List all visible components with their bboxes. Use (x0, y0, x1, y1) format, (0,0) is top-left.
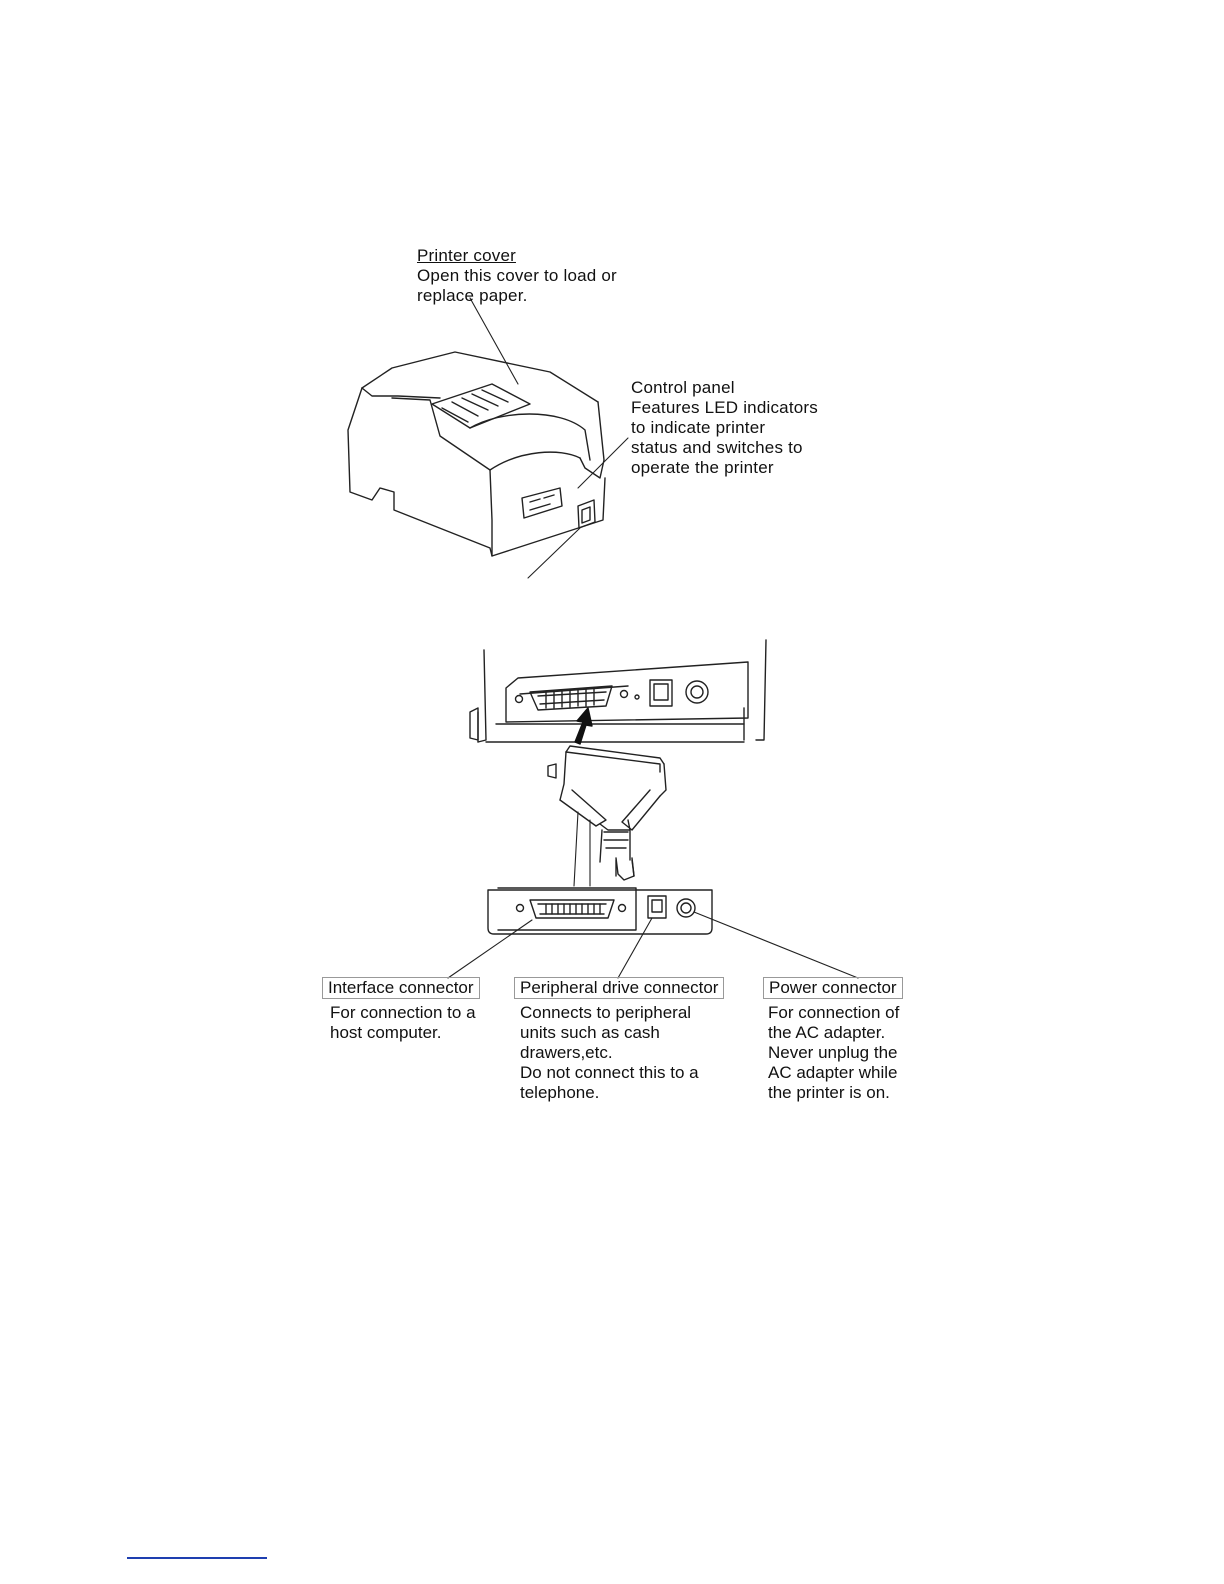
power-connector-description (768, 1003, 899, 1103)
description-line: host computer. (330, 1023, 442, 1042)
control-panel-line: status and switches to (631, 438, 803, 457)
printer-cover-title: Printer cover (417, 246, 516, 265)
description-line: drawers,etc. (520, 1043, 613, 1062)
control-panel-line: operate the printer (631, 458, 774, 477)
description-line: For connection of (768, 1003, 900, 1022)
control-panel-line: Features LED indicators (631, 398, 818, 417)
cable-plug-illustration (548, 746, 666, 886)
rear-panel-illustration (470, 640, 766, 742)
printer-cover-line: replace paper. (417, 286, 528, 305)
description-line: units such as cash (520, 1023, 660, 1042)
interface-connector-description (330, 1003, 476, 1043)
interface-connector-title: Interface connector (322, 977, 480, 999)
control-panel-label (631, 378, 818, 478)
printer-cover-label (417, 246, 617, 306)
description-line: telephone. (520, 1083, 600, 1102)
description-line: AC adapter while (768, 1063, 898, 1082)
printer-cover-line: Open this cover to load or (417, 266, 617, 285)
description-line: Connects to peripheral (520, 1003, 692, 1022)
footnote-rule (127, 1557, 267, 1559)
printer-illustration (348, 298, 628, 578)
insert-arrow-icon (575, 708, 592, 744)
connector-panel-illustration (448, 888, 858, 978)
peripheral-drive-connector-description (520, 1003, 699, 1103)
description-line: the printer is on. (768, 1083, 890, 1102)
description-line: Never unplug the (768, 1043, 898, 1062)
control-panel-line: to indicate printer (631, 418, 766, 437)
power-connector-title: Power connector (763, 977, 903, 999)
control-panel-title: Control panel (631, 378, 735, 397)
description-line: For connection to a (330, 1003, 476, 1022)
description-line: the AC adapter. (768, 1023, 886, 1042)
peripheral-drive-connector-title: Peripheral drive connector (514, 977, 724, 999)
description-line: Do not connect this to a (520, 1063, 699, 1082)
